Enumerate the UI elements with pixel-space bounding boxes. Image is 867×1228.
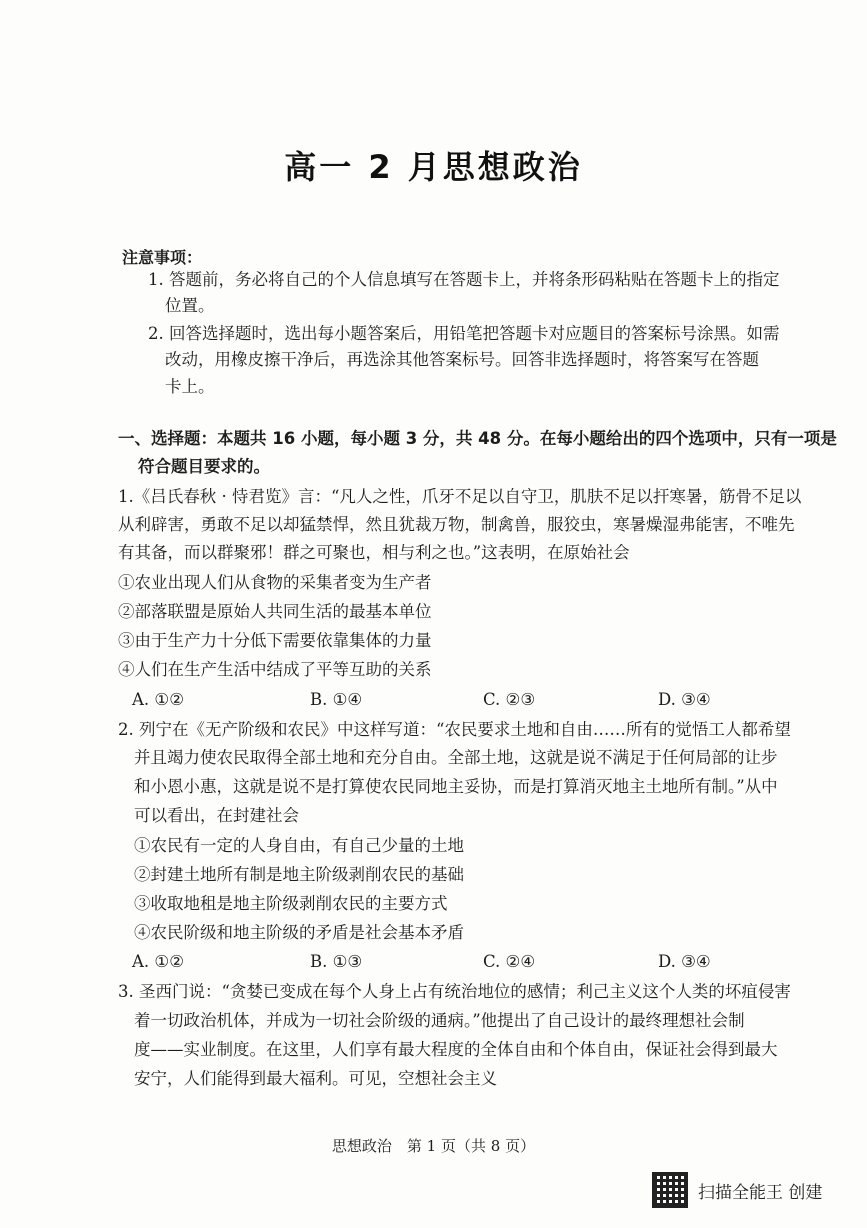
qr-code-icon bbox=[652, 1172, 688, 1208]
question-1-stem: 1.《吕氏春秋 · 恃君览》言：“凡人之性，爪牙不足以自守卫，肌肤不足以扞寒暑，筋骨不足以 bbox=[118, 487, 802, 506]
question-1-item: ③由于生产力十分低下需要依靠集体的力量 bbox=[118, 631, 432, 650]
question-2-item: ②封建土地所有制是地主阶级剥削农民的基础 bbox=[134, 865, 464, 884]
notice-heading: 注意事项： bbox=[122, 248, 203, 267]
question-2-item: ④农民阶级和地主阶级的矛盾是社会基本矛盾 bbox=[134, 923, 464, 942]
scanner-watermark: 扫描全能王 创建 bbox=[698, 1183, 823, 1203]
question-3-stem: 着一切政治机体，并成为一切社会阶级的通病。”他提出了自己设计的最终理想社会制 bbox=[134, 1011, 745, 1030]
question-1-stem: 从利辟害，勇敢不足以却猛禁悍，然且犹裁万物，制禽兽，服狡虫，寒暑燥湿弗能害，不唯先 bbox=[118, 515, 795, 534]
page-footer: 思想政治 第 1 页（共 8 页） bbox=[331, 1137, 536, 1155]
question-2-stem: 并且竭力使农民取得全部土地和充分自由。全部土地，这就是说不满足于任何局部的让步 bbox=[134, 748, 778, 767]
question-2-item: ③收取地租是地主阶级剥削农民的主要方式 bbox=[134, 894, 448, 913]
question-1-stem: 有其备，而以群聚邪！群之可聚也，相与利之也。”这表明，在原始社会 bbox=[118, 543, 630, 562]
question-2-option-b: B. ①③ bbox=[310, 952, 363, 971]
question-1-option-b: B. ①④ bbox=[310, 690, 363, 709]
question-1-item: ④人们在生产生活中结成了平等互助的关系 bbox=[118, 660, 432, 679]
question-3-stem: 安宁，人们能得到最大福利。可见，空想社会主义 bbox=[134, 1069, 497, 1088]
question-1-item: ①农业出现人们从食物的采集者变为生产者 bbox=[118, 573, 432, 592]
question-2-option-a: A. ①② bbox=[132, 952, 184, 971]
question-1-option-a: A. ①② bbox=[132, 690, 184, 709]
section-heading: 一、选择题：本题共 16 小题，每小题 3 分，共 48 分。在每小题给出的四个选项中，只有一项是 bbox=[118, 429, 837, 448]
question-2-item: ①农民有一定的人身自由，有自己少量的土地 bbox=[134, 836, 464, 855]
question-1-item: ②部落联盟是原始人共同生活的最基本单位 bbox=[118, 602, 432, 621]
question-2-option-d: D. ③④ bbox=[658, 952, 711, 971]
question-1-option-c: C. ②③ bbox=[483, 690, 536, 709]
page-title: 高一 2 月思想政治 bbox=[284, 148, 583, 186]
question-2-stem: 和小恩小惠，这就是说不是打算使农民同地主妥协，而是打算消灭地主土地所有制。”从中 bbox=[134, 777, 778, 796]
question-3-stem: 3. 圣西门说：“贪婪已变成在每个人身上占有统治地位的感情；利己主义这个人类的坏疽侵害 bbox=[118, 982, 791, 1001]
question-3-stem: 度——实业制度。在这里，人们享有最大程度的全体自由和个体自由，保证社会得到最大 bbox=[134, 1040, 778, 1059]
question-2-option-c: C. ②④ bbox=[483, 952, 536, 971]
notice-line: 2. 回答选择题时，选出每小题答案后，用铅笔把答题卡对应题目的答案标号涂黑。如需 bbox=[148, 324, 780, 343]
notice-line: 卡上。 bbox=[165, 377, 215, 396]
question-2-stem: 2. 列宁在《无产阶级和农民》中这样写道：“农民要求土地和自由……所有的觉悟工人都希望 bbox=[118, 720, 791, 739]
question-2-stem: 可以看出，在封建社会 bbox=[134, 806, 299, 825]
section-heading-cont: 符合题目要求的。 bbox=[138, 457, 270, 476]
notice-line: 位置。 bbox=[165, 296, 215, 315]
notice-line: 改动，用橡皮擦干净后，再选涂其他答案标号。回答非选择题时，将答案写在答题 bbox=[165, 350, 759, 369]
question-1-option-d: D. ③④ bbox=[658, 690, 711, 709]
notice-line: 1. 答题前，务必将自己的个人信息填写在答题卡上，并将条形码粘贴在答题卡上的指定 bbox=[148, 270, 780, 289]
